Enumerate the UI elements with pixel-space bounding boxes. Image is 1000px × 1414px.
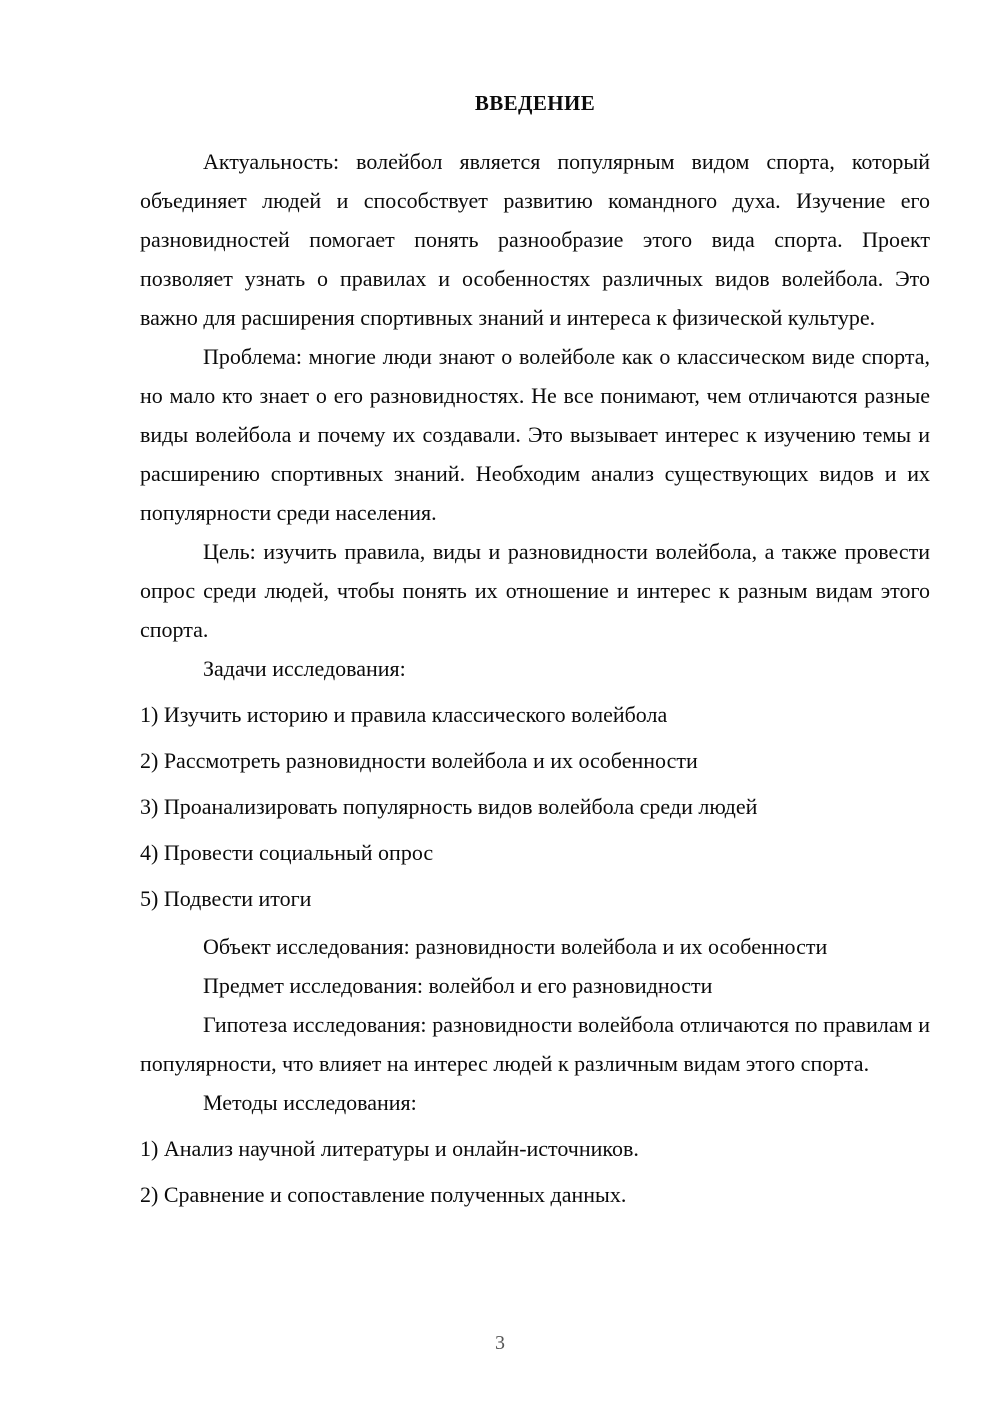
page-title: ВВЕДЕНИЕ: [474, 91, 596, 115]
list-item: 3) Проанализировать популярность видов волейбола среди людей: [140, 793, 758, 819]
methods-heading: Методы исследования:: [203, 1089, 417, 1115]
list-item: 1) Анализ научной литературы и онлайн-источников.: [140, 1135, 639, 1161]
list-item: 4) Провести социальный опрос: [140, 839, 434, 865]
list-item: 1) Изучить историю и правила классического волейбола: [140, 701, 668, 727]
document-body: [140, 88, 930, 1221]
paragraph-object: Объект исследования: разновидности волейбола и их особенности: [203, 933, 828, 959]
list-item: 2) Рассмотреть разновидности волейбола и их особенности: [140, 747, 698, 773]
paragraph-relevance: Актуальность: волейбол является популярным видом спорта, который объединяет людей и способствует развитию командного духа. Изучение его разновидностей помогает понять разнообразие этого вида спорта. Проект позволяет узнать о правилах и особенностях различных видов волейбола. Это важно для расширения спортивных знаний и интереса к физической культуре.: [140, 148, 930, 330]
tasks-heading: Задачи исследования:: [203, 655, 406, 681]
methods-list: [140, 1129, 930, 1214]
paragraph-problem: Проблема: многие люди знают о волейболе как о классическом виде спорта, но мало кто знает о его разновидностях. Не все понимают, чем отличаются разные виды волейбола и почему их создавали. Это вызывает интерес к изучению темы и расширению спортивных знаний. Необходим анализ существующих видов и их популярности среди населения.: [140, 343, 930, 525]
paragraph-goal: Цель: изучить правила, виды и разновидности волейбола, а также провести опрос среди людей, чтобы понять их отношение и интерес к разным видам этого спорта.: [140, 538, 930, 642]
list-item: 5) Подвести итоги: [140, 885, 312, 911]
tasks-list: [140, 695, 930, 918]
paragraph-hypothesis: Гипотеза исследования: разновидности волейбола отличаются по правилам и популярности, что влияет на интерес людей к различным видам этого спорта.: [140, 1011, 930, 1076]
list-item: 2) Сравнение и сопоставление полученных данных.: [140, 1181, 627, 1207]
paragraph-subject: Предмет исследования: волейбол и его разновидности: [203, 972, 713, 998]
page-number: 3: [495, 1332, 505, 1354]
